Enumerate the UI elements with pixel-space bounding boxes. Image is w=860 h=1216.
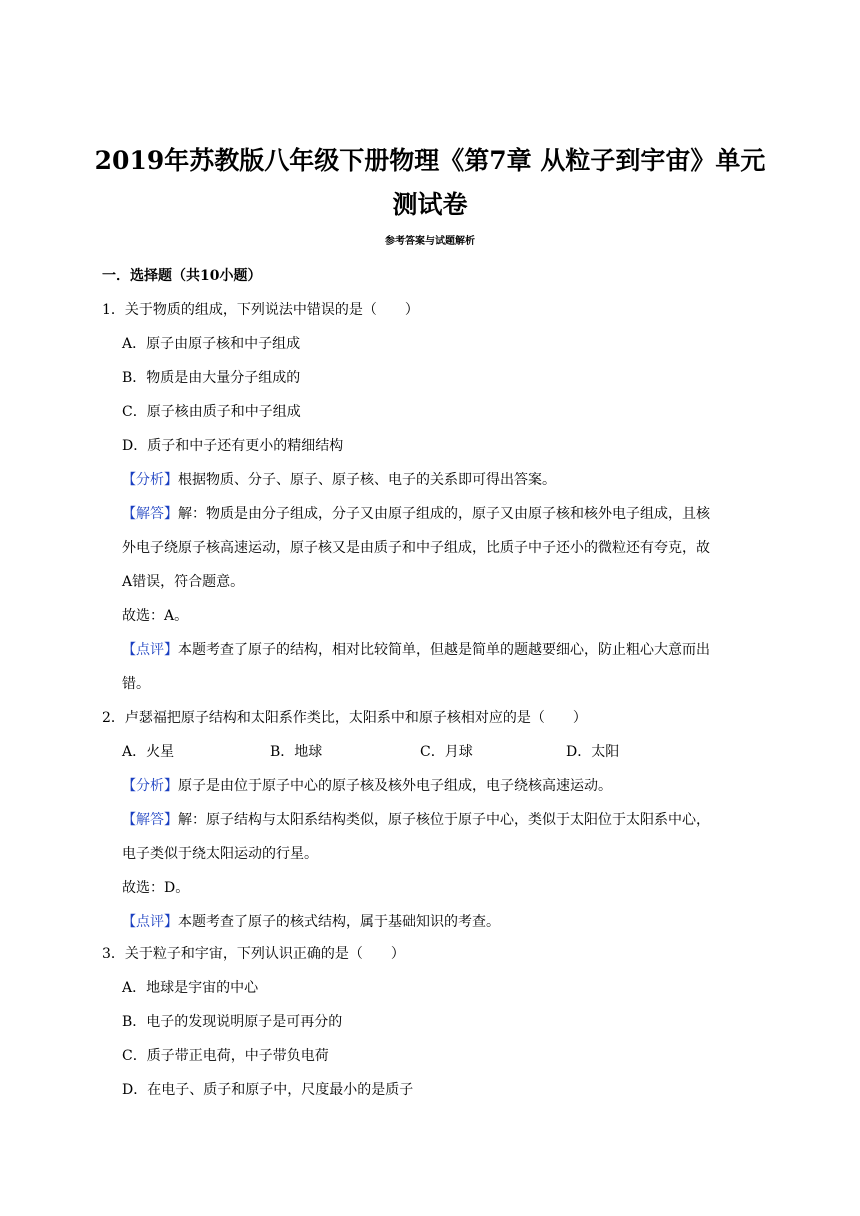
section-heading: 一．选择题（共10小题） <box>102 268 262 284</box>
q2-stem: 2．卢瑟福把原子结构和太阳系作类比，太阳系中和原子核相对应的是（ ） <box>102 710 587 726</box>
q1-solution-line1: 解：物质是由分子组成，分子又由原子组成的，原子又由原子核和核外电子组成，且核 <box>178 506 710 522</box>
q3-stem: 3．关于粒子和宇宙，下列认识正确的是（ ） <box>102 946 405 962</box>
q1-option-c: C．原子核由质子和中子组成 <box>122 404 301 420</box>
q2-analysis-label: 【分析】 <box>122 778 178 794</box>
q1-solution-label: 【解答】 <box>122 506 178 522</box>
q2-option-c: C．月球 <box>420 744 473 760</box>
q2-solution <box>122 810 710 830</box>
q1-option-b: B．物质是由大量分子组成的 <box>122 370 301 386</box>
q2-comment <box>122 912 500 932</box>
document-title-line2: 测试卷 <box>392 190 468 219</box>
q2-answer: 故选：D。 <box>122 880 190 896</box>
q1-option-a: A．原子由原子核和中子组成 <box>122 336 301 352</box>
q1-option-d: D．质子和中子还有更小的精细结构 <box>122 438 344 454</box>
q2-solution-label: 【解答】 <box>122 812 178 828</box>
q1-comment-line1: 本题考查了原子的结构，相对比较简单，但越是简单的题越要细心，防止粗心大意而出 <box>178 642 710 658</box>
q1-solution-line3: A错误，符合题意。 <box>122 574 245 590</box>
q1-analysis-text: 根据物质、分子、原子、原子核、电子的关系即可得出答案。 <box>178 472 556 488</box>
q3-option-b: B．电子的发现说明原子是可再分的 <box>122 1014 343 1030</box>
document-title-line1: 2019年苏教版八年级下册物理《第7章 从粒子到宇宙》单元 <box>94 146 766 175</box>
q2-comment-text: 本题考查了原子的核式结构，属于基础知识的考查。 <box>178 914 500 930</box>
q2-option-b: B．地球 <box>270 744 323 760</box>
q1-answer: 故选：A。 <box>122 608 189 624</box>
q2-option-a: A．火星 <box>122 744 175 760</box>
q2-solution-line1: 解：原子结构与太阳系结构类似，原子核位于原子中心，类似于太阳位于太阳系中心， <box>178 812 710 828</box>
q3-option-a: A．地球是宇宙的中心 <box>122 980 259 996</box>
q1-comment <box>122 640 710 660</box>
q1-analysis-label: 【分析】 <box>122 472 178 488</box>
q1-comment-line2: 错。 <box>122 676 150 692</box>
q2-option-d: D．太阳 <box>566 744 620 760</box>
q2-comment-label: 【点评】 <box>122 914 178 930</box>
q2-analysis-text: 原子是由位于原子中心的原子核及核外电子组成，电子绕核高速运动。 <box>178 778 612 794</box>
q3-option-d: D．在电子、质子和原子中，尺度最小的是质子 <box>122 1082 414 1098</box>
q1-analysis <box>122 470 556 490</box>
q1-solution-line2: 外电子绕原子核高速运动，原子核又是由质子和中子组成，比质子中子还小的微粒还有夸克，故 <box>122 540 710 556</box>
q2-options-row <box>0 742 860 762</box>
q1-stem: 1．关于物质的组成，下列说法中错误的是（ ） <box>102 302 419 318</box>
q2-solution-line2: 电子类似于绕太阳运动的行星。 <box>122 846 318 862</box>
q3-option-c: C．质子带正电荷，中子带负电荷 <box>122 1048 329 1064</box>
q1-solution <box>122 504 710 524</box>
document-subtitle: 参考答案与试题解析 <box>385 236 475 247</box>
q1-comment-label: 【点评】 <box>122 642 178 658</box>
q2-analysis <box>122 776 612 796</box>
